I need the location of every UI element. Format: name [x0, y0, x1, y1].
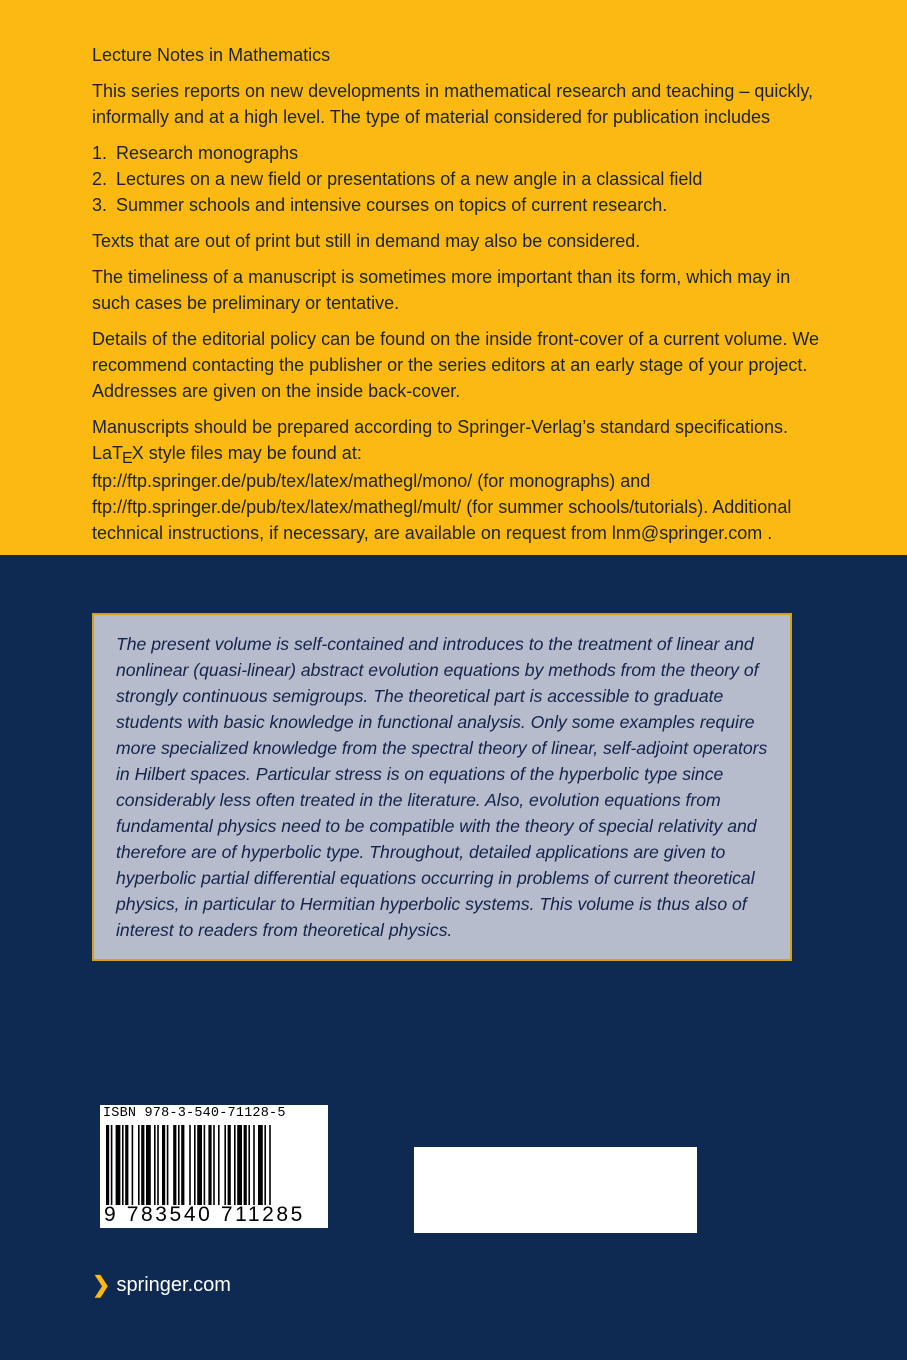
ftp-mono-link: ftp://ftp.springer.de/pub/tex/latex/mathegl/mono/ (for monographs) and [92, 471, 651, 491]
latex-prefix: LaT [92, 443, 124, 463]
barcode-bars-icon [106, 1125, 322, 1205]
abstract-box [92, 613, 792, 961]
timeliness-paragraph: The timeliness of a manuscript is sometimes more important than its form, which may in such cases be preliminary or tentative. [92, 267, 791, 313]
list-number: 3. [92, 195, 108, 215]
list-item [92, 166, 832, 192]
isbn-label: ISBN 978-3-540-71128-5 [103, 1106, 286, 1121]
material-list [92, 140, 832, 218]
list-item [92, 140, 832, 166]
abstract-text: The present volume is self-contained and introduces to the treatment of linear and nonlinear (quasi-linear) abstract evolution equations by methods from the theory of strongly continuous semigroups. The theoretical part is accessible to graduate students with basic knowledge in functional analysis. Only some examples require more specialized knowledge from the spectral theory of linear, self-adjoint operators in Hilbert spaces. Particular stress is on equations of the hyperbolic type since considerably less often treated in the literature. Also, evolution equations from fundamental physics need to be compatible with the theory of special relativity and therefore are of hyperbolic type. Throughout, detailed applications are given to hyperbolic partial differential equations occurring in problems of current theoretical physics, in particular to Hermitian hyperbolic systems. This volume is thus also of interest to readers from theoretical physics. [116, 634, 768, 940]
ftp-mult-link: ftp://ftp.springer.de/pub/tex/latex/mathegl/mult/ (for summer schools/tutorials). Additional technical instructions, if necessary, are available on request from lnm@springer.com . [92, 497, 792, 543]
series-info-content [92, 42, 832, 556]
chevron-right-icon: ❯ [92, 1272, 111, 1297]
list-text: Research monographs [116, 143, 299, 163]
list-number: 2. [92, 169, 108, 189]
latex-e: E [122, 450, 133, 467]
price-label-box [414, 1147, 697, 1233]
series-title: Lecture Notes in Mathematics [92, 45, 331, 65]
barcode-digits: 9 783540 711285 [104, 1203, 305, 1226]
list-item [92, 192, 832, 218]
series-info-panel [0, 0, 907, 555]
out-of-print-paragraph: Texts that are out of print but still in demand may also be considered. [92, 231, 641, 251]
manuscripts-line: Manuscripts should be prepared according to Springer-Verlag’s standard specifications. [92, 417, 789, 437]
series-intro: This series reports on new developments in mathematical research and teaching – quickly, informally and at a high level. The type of material considered for publication includes [92, 81, 814, 127]
list-text: Summer schools and intensive courses on topics of current research. [116, 195, 668, 215]
list-text: Lectures on a new field or presentations of a new angle in a classical field [116, 169, 703, 189]
latex-line [92, 443, 362, 467]
manuscripts-paragraph [92, 414, 832, 546]
isbn-barcode [100, 1105, 328, 1228]
latex-suffix: X style files may be found at: [131, 443, 362, 463]
springer-link[interactable] [92, 1272, 231, 1298]
list-number: 1. [92, 143, 108, 163]
springer-link-text: springer.com [116, 1273, 231, 1296]
editorial-paragraph: Details of the editorial policy can be found on the inside front-cover of a current volume. We recommend contacting the publisher or the series editors at an early stage of your project. Addresses are given on the inside back-cover. [92, 329, 820, 401]
